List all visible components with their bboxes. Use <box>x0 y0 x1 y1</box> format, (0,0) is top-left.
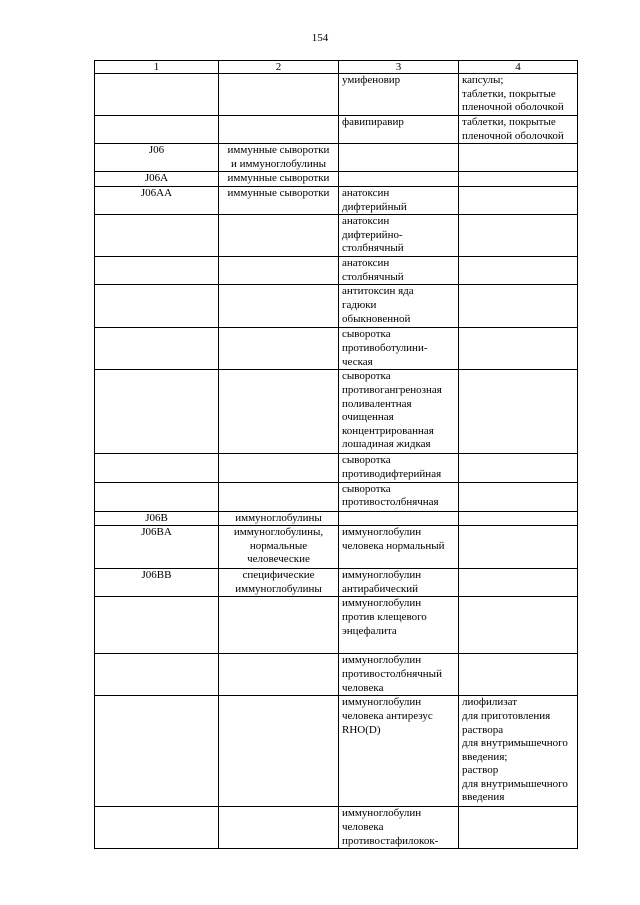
dosage-form-cell <box>459 186 578 214</box>
drug-name-cell: иммуноглобулин человека нормальный <box>339 526 459 569</box>
table-row <box>95 172 578 187</box>
table-row <box>95 215 578 257</box>
atc-code-cell <box>95 482 219 511</box>
header-col-1: 1 <box>95 61 219 74</box>
table-row <box>95 807 578 849</box>
drug-name-cell <box>339 511 459 526</box>
dosage-form-cell <box>459 328 578 370</box>
atc-code-cell <box>95 807 219 849</box>
dosage-form-cell <box>459 526 578 569</box>
atc-code-cell <box>95 215 219 257</box>
dosage-form-cell <box>459 285 578 328</box>
table-row <box>95 186 578 214</box>
drug-name-cell: иммуноглобулин антирабический <box>339 569 459 597</box>
table-row <box>95 285 578 328</box>
header-col-3: 3 <box>339 61 459 74</box>
drug-name-cell: умифеновир <box>339 74 459 116</box>
table-row <box>95 511 578 526</box>
dosage-form-cell <box>459 511 578 526</box>
dosage-form-cell <box>459 215 578 257</box>
anatomical-group-cell: специфические иммуноглобулины <box>219 569 339 597</box>
anatomical-group-cell <box>219 597 339 654</box>
dosage-form-cell <box>459 454 578 482</box>
atc-code-cell: J06B <box>95 511 219 526</box>
table-row <box>95 526 578 569</box>
atc-code-cell <box>95 654 219 696</box>
anatomical-group-cell <box>219 807 339 849</box>
atc-code-cell <box>95 597 219 654</box>
atc-code-cell: J06 <box>95 144 219 172</box>
drug-name-cell: иммуноглобулин против клещевого энцефалита <box>339 597 459 654</box>
dosage-form-cell: капсулы; таблетки, покрытые пленочной оболочкой <box>459 74 578 116</box>
table-row <box>95 370 578 454</box>
drug-classification-table <box>94 60 578 849</box>
dosage-form-cell <box>459 597 578 654</box>
dosage-form-cell <box>459 807 578 849</box>
anatomical-group-cell <box>219 215 339 257</box>
table-row <box>95 454 578 482</box>
drug-name-cell: фавипиравир <box>339 116 459 144</box>
dosage-form-cell: лиофилизат для приготовления раствора для внутримышечного введения; раствор для внутримышечного введения <box>459 696 578 807</box>
dosage-form-cell <box>459 172 578 187</box>
drug-name-cell: сыворотка противодифтерийная <box>339 454 459 482</box>
table-row <box>95 144 578 172</box>
anatomical-group-cell <box>219 74 339 116</box>
dosage-form-cell <box>459 370 578 454</box>
drug-name-cell: сыворотка противогангренозная поливалентная очищенная концентрированная лошадиная жидкая <box>339 370 459 454</box>
table-row <box>95 597 578 654</box>
table-row <box>95 116 578 144</box>
dosage-form-cell: таблетки, покрытые пленочной оболочкой <box>459 116 578 144</box>
drug-name-cell: анатоксин дифтерийный <box>339 186 459 214</box>
drug-name-cell: анатоксин дифтерийно- столбнячный <box>339 215 459 257</box>
anatomical-group-cell <box>219 454 339 482</box>
table-row <box>95 257 578 285</box>
drug-name-cell: антитоксин яда гадюки обыкновенной <box>339 285 459 328</box>
dosage-form-cell <box>459 144 578 172</box>
table-row <box>95 654 578 696</box>
page-number: 154 <box>311 32 329 44</box>
table-row <box>95 569 578 597</box>
atc-code-cell: J06AA <box>95 186 219 214</box>
drug-name-cell: иммуноглобулин противостолбнячный человека <box>339 654 459 696</box>
anatomical-group-cell: иммуноглобулины <box>219 511 339 526</box>
atc-code-cell <box>95 454 219 482</box>
table-row <box>95 482 578 511</box>
anatomical-group-cell <box>219 482 339 511</box>
atc-code-cell <box>95 74 219 116</box>
dosage-form-cell <box>459 569 578 597</box>
atc-code-cell <box>95 116 219 144</box>
anatomical-group-cell <box>219 370 339 454</box>
atc-code-cell: J06BA <box>95 526 219 569</box>
atc-code-cell: J06A <box>95 172 219 187</box>
table-row <box>95 74 578 116</box>
atc-code-cell <box>95 370 219 454</box>
atc-code-cell: J06BB <box>95 569 219 597</box>
header-col-2: 2 <box>219 61 339 74</box>
table-header-row <box>95 61 578 74</box>
anatomical-group-cell: иммуноглобулины, нормальные человеческие <box>219 526 339 569</box>
anatomical-group-cell: иммунные сыворотки <box>219 172 339 187</box>
anatomical-group-cell <box>219 285 339 328</box>
anatomical-group-cell <box>219 116 339 144</box>
drug-name-cell: иммуноглобулин человека антирезус RHO(D) <box>339 696 459 807</box>
dosage-form-cell <box>459 482 578 511</box>
drug-name-cell: иммуноглобулин человека противостафилокок- <box>339 807 459 849</box>
drug-name-cell: сыворотка противоботулини- ческая <box>339 328 459 370</box>
table-row <box>95 328 578 370</box>
anatomical-group-cell <box>219 696 339 807</box>
anatomical-group-cell <box>219 257 339 285</box>
drug-name-cell: сыворотка противостолбнячная <box>339 482 459 511</box>
atc-code-cell <box>95 328 219 370</box>
drug-name-cell: анатоксин столбнячный <box>339 257 459 285</box>
dosage-form-cell <box>459 257 578 285</box>
drug-name-cell <box>339 144 459 172</box>
atc-code-cell <box>95 257 219 285</box>
table-row <box>95 696 578 807</box>
atc-code-cell <box>95 696 219 807</box>
anatomical-group-cell: иммунные сыворотки <box>219 186 339 214</box>
anatomical-group-cell <box>219 328 339 370</box>
drug-name-cell <box>339 172 459 187</box>
header-col-4: 4 <box>459 61 578 74</box>
anatomical-group-cell <box>219 654 339 696</box>
atc-code-cell <box>95 285 219 328</box>
anatomical-group-cell: иммунные сыворотки и иммуноглобулины <box>219 144 339 172</box>
dosage-form-cell <box>459 654 578 696</box>
